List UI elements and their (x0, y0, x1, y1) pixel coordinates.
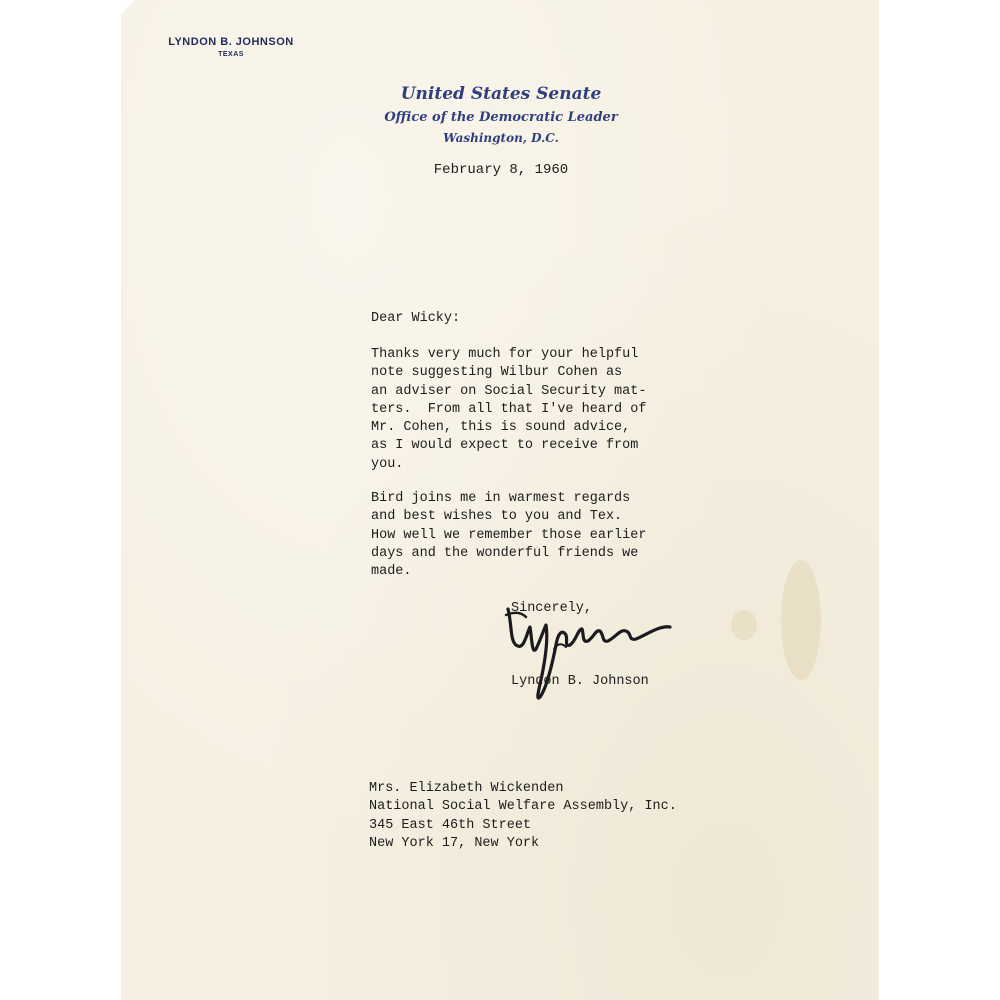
institution-title: United States Senate (400, 84, 602, 104)
letter-paper (121, 0, 879, 1000)
salutation: Dear Wicky: (371, 311, 461, 326)
paper-stain (731, 610, 757, 640)
paper-stain (781, 560, 821, 680)
letterhead-name: LYNDON B. JOHNSON (168, 36, 294, 48)
office-location: Washington, D.C. (443, 131, 559, 145)
body-paragraph-1: Thanks very much for your helpful note suggesting Wilbur Cohen as an adviser on Social Security mat- ters. From all that I've heard of Mr. Cohen, this is sound advice, as I would expect to receive from you. (371, 347, 647, 472)
office-title: Office of the Democratic Leader (384, 110, 618, 125)
recipient-address: Mrs. Elizabeth Wickenden National Social Welfare Assembly, Inc. 345 East 46th Street New York 17, New York (369, 781, 677, 851)
senate-letterhead (351, 84, 651, 145)
letter-date: February 8, 1960 (433, 162, 569, 178)
body-paragraph-2: Bird joins me in warmest regards and best wishes to you and Tex. How well we remember those earlier days and the wonderful friends we made. (371, 491, 647, 580)
letterhead-state: TEXAS (218, 51, 244, 58)
personal-letterhead (161, 36, 301, 58)
signer-name: Lyndon B. Johnson (511, 674, 649, 689)
torn-corner (121, 0, 135, 14)
closing: Sincerely, (511, 601, 593, 616)
